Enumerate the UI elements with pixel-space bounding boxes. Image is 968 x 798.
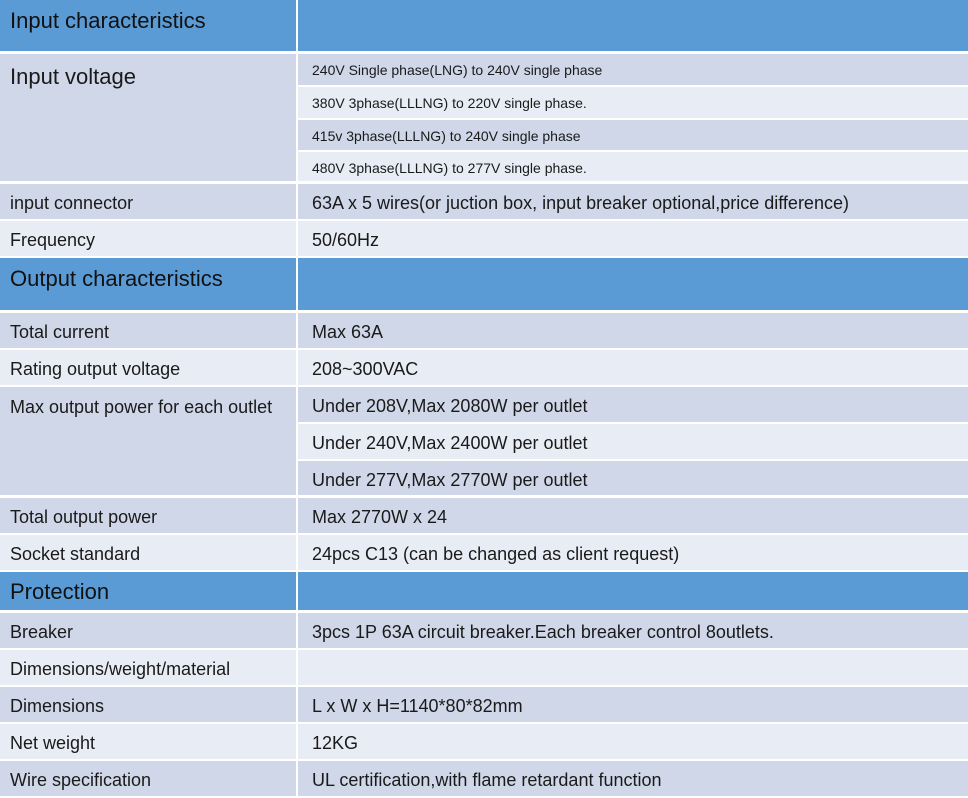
max-power-value-1: Under 208V,Max 2080W per outlet	[298, 387, 968, 422]
dimensions-value: L x W x H=1140*80*82mm	[298, 687, 968, 722]
max-power-value-3: Under 277V,Max 2770W per outlet	[298, 461, 968, 495]
max-power-value-2: Under 240V,Max 2400W per outlet	[298, 424, 968, 459]
input-voltage-value-1: 240V Single phase(LNG) to 240V single phase	[298, 54, 968, 85]
input-voltage-value-2: 380V 3phase(LLLNG) to 220V single phase.	[298, 87, 968, 118]
socket-standard-label: Socket standard	[0, 535, 296, 570]
input-voltage-value-3: 415v 3phase(LLLNG) to 240V single phase	[298, 120, 968, 150]
frequency-value: 50/60Hz	[298, 221, 968, 256]
max-power-label: Max output power for each outlet	[0, 387, 296, 495]
breaker-label: Breaker	[0, 613, 296, 648]
input-connector-value: 63A x 5 wires(or juction box, input breaker optional,price difference)	[298, 184, 968, 219]
breaker-value: 3pcs 1P 63A circuit breaker.Each breaker control 8outlets.	[298, 613, 968, 648]
rating-voltage-label: Rating output voltage	[0, 350, 296, 385]
total-power-label: Total output power	[0, 498, 296, 533]
frequency-label: Frequency	[0, 221, 296, 256]
input-voltage-label: Input voltage	[0, 54, 296, 181]
section-header-protection-blank	[298, 572, 968, 610]
dimensions-weight-material-label: Dimensions/weight/material	[0, 650, 296, 685]
wire-specification-value: UL certification,with flame retardant function	[298, 761, 968, 796]
net-weight-value: 12KG	[298, 724, 968, 759]
section-header-input: Input characteristics	[0, 0, 296, 51]
socket-standard-value: 24pcs C13 (can be changed as client request)	[298, 535, 968, 570]
section-header-input-blank	[298, 0, 968, 51]
input-voltage-value-4: 480V 3phase(LLLNG) to 277V single phase.	[298, 152, 968, 181]
wire-specification-label: Wire specification	[0, 761, 296, 796]
section-header-output: Output characteristics	[0, 258, 296, 310]
total-current-label: Total current	[0, 313, 296, 348]
rating-voltage-value: 208~300VAC	[298, 350, 968, 385]
total-current-value: Max 63A	[298, 313, 968, 348]
section-header-output-blank	[298, 258, 968, 310]
total-power-value: Max 2770W x 24	[298, 498, 968, 533]
section-header-protection: Protection	[0, 572, 296, 610]
input-connector-label: input connector	[0, 184, 296, 219]
dimensions-label: Dimensions	[0, 687, 296, 722]
dimensions-weight-material-value	[298, 650, 968, 685]
net-weight-label: Net weight	[0, 724, 296, 759]
